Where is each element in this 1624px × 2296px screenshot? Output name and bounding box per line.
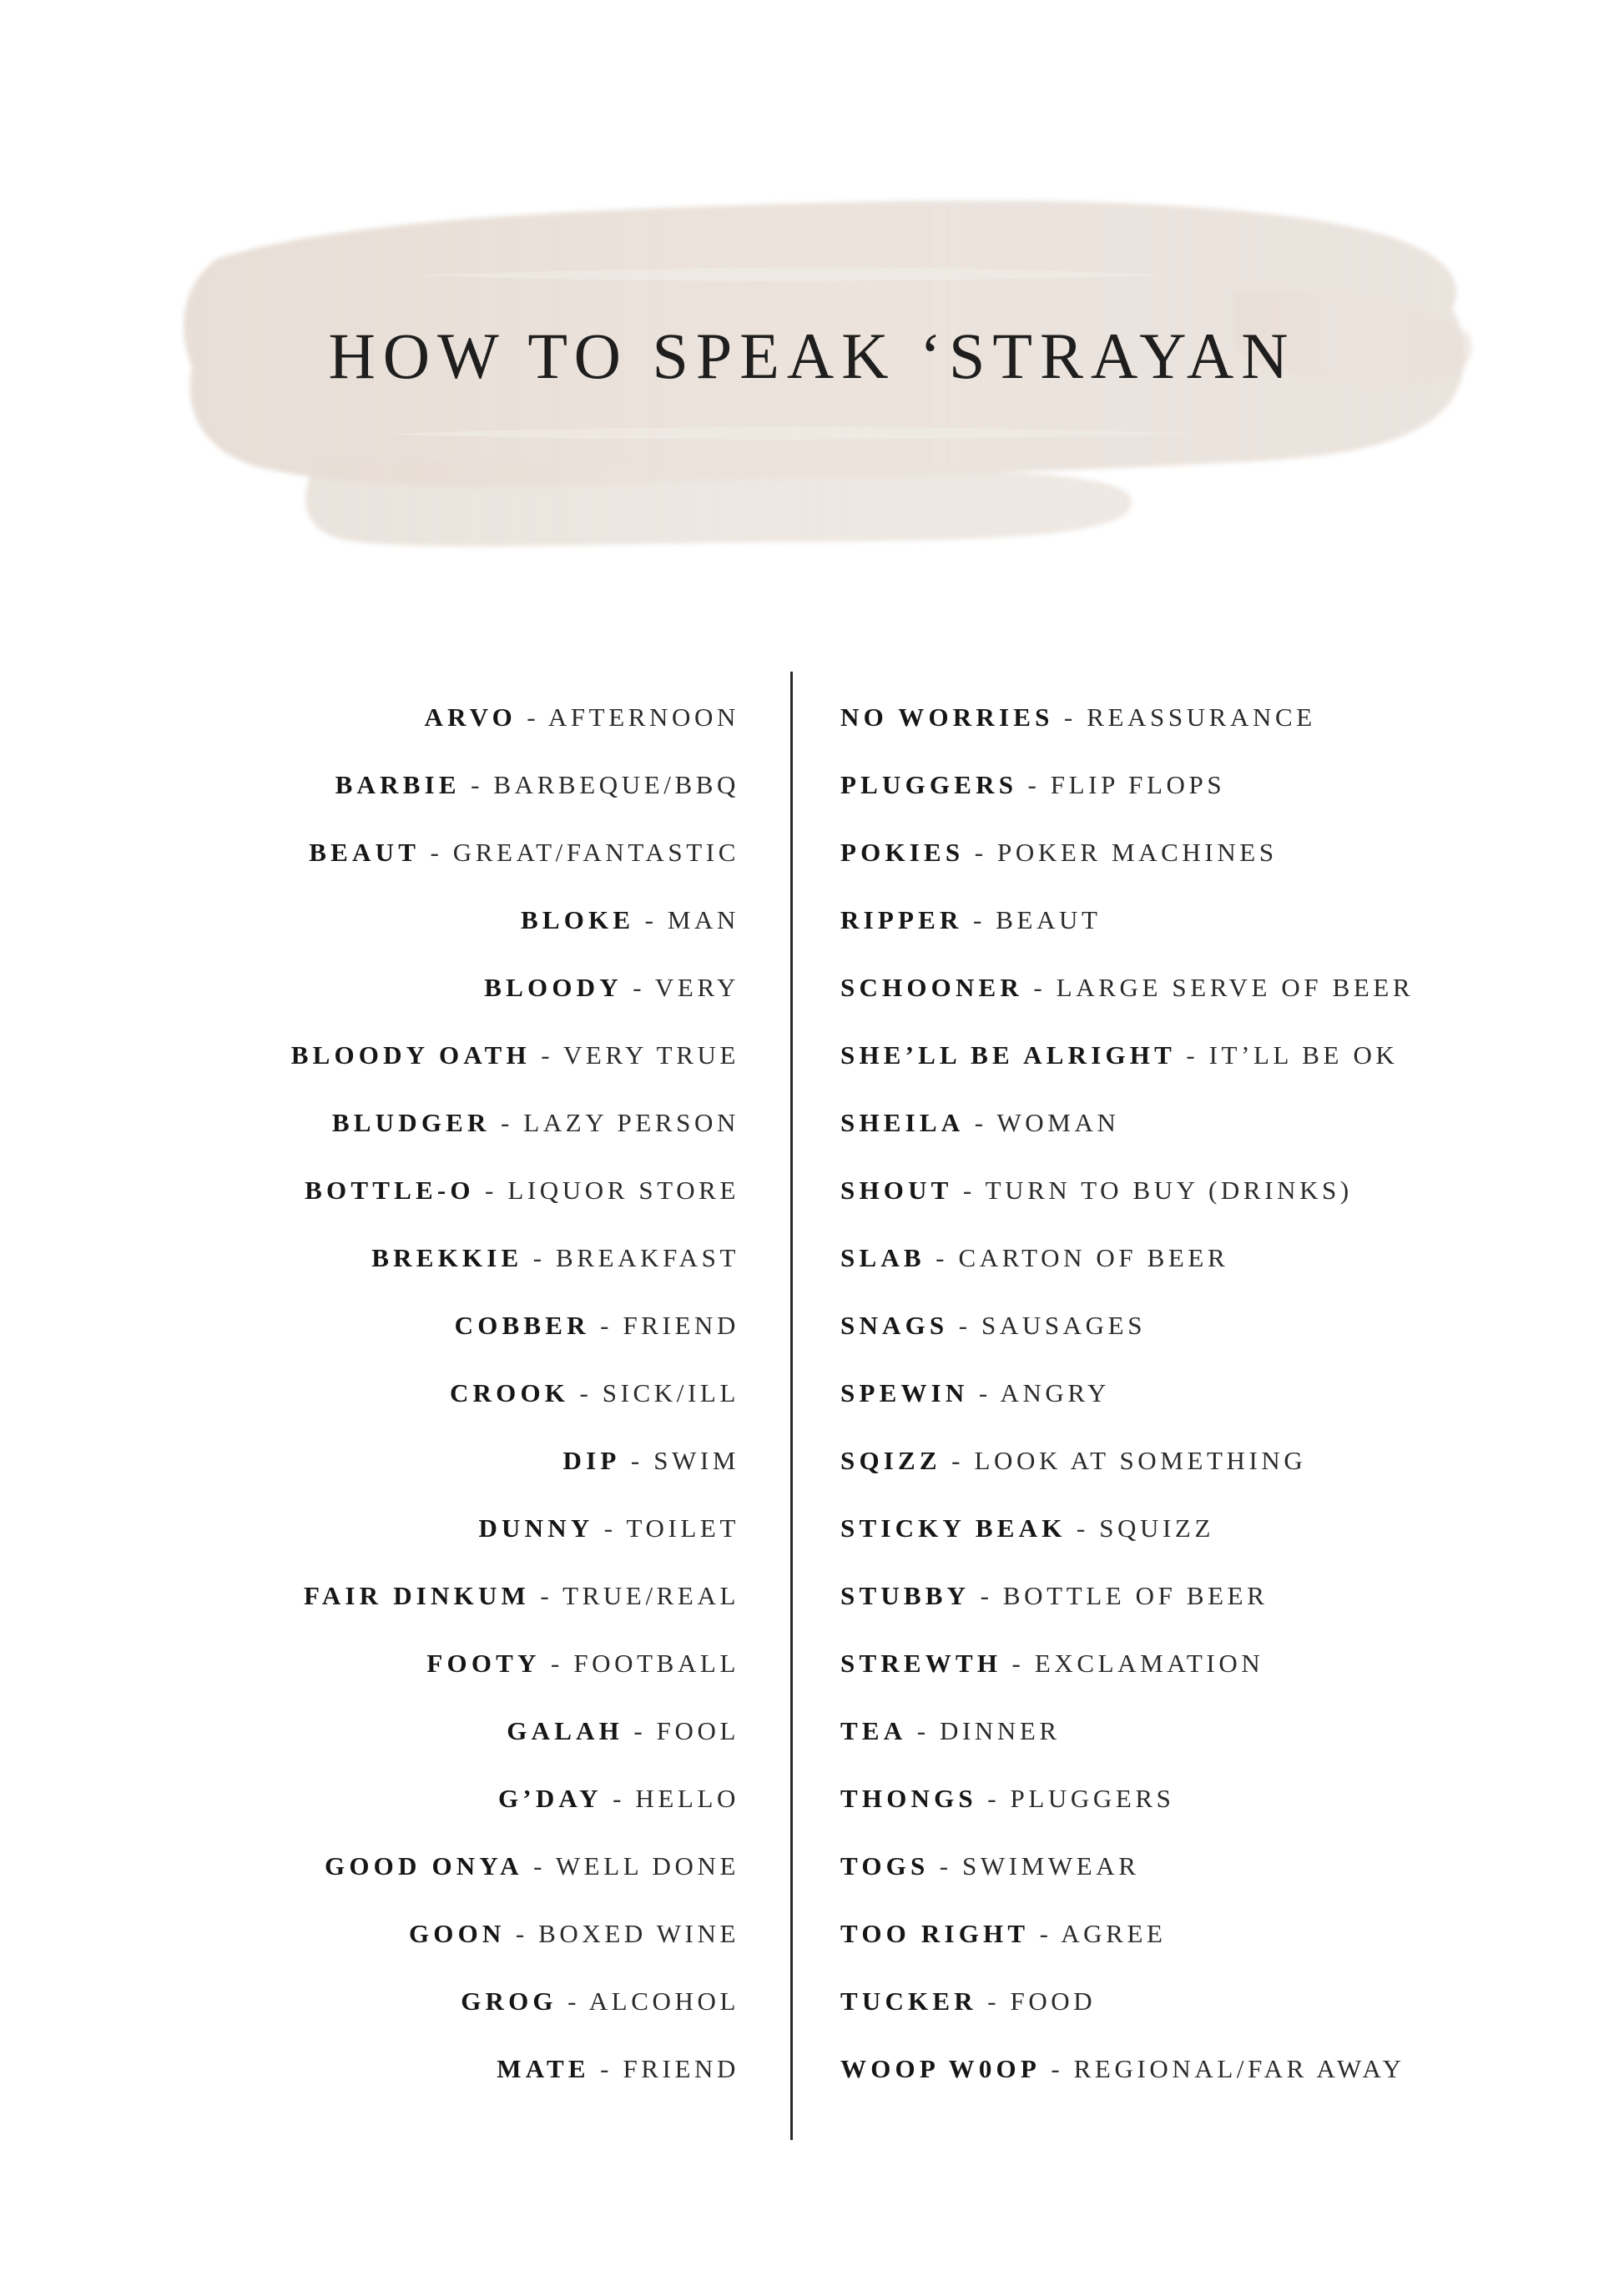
dash-separator: - [916, 1716, 930, 1745]
term-meaning: FOOTBALL [573, 1649, 739, 1678]
term-meaning: WOMAN [996, 1108, 1120, 1137]
dash-separator: - [1027, 770, 1041, 799]
glossary-entry [840, 758, 1591, 826]
slang-term: SNAGS [840, 1311, 949, 1340]
term-meaning: HELLO [635, 1784, 739, 1813]
term-meaning: CARTON OF BEER [958, 1243, 1229, 1272]
left-glossary-column [22, 691, 739, 2110]
dash-separator: - [613, 1784, 626, 1813]
slang-term: TUCKER [840, 1986, 977, 2016]
dash-separator: - [987, 1784, 1001, 1813]
dash-separator: - [471, 770, 484, 799]
term-meaning: SQUIZZ [1099, 1513, 1214, 1543]
term-meaning: IT’LL BE OK [1208, 1040, 1399, 1070]
slang-term: GOON [408, 1919, 506, 1948]
glossary-entry [840, 1569, 1591, 1637]
term-meaning: BREAKFAST [556, 1243, 739, 1272]
dash-separator: - [980, 1581, 993, 1610]
term-meaning: REASSURANCE [1087, 702, 1316, 732]
slang-term: BARBIE [335, 770, 461, 799]
glossary-entry [22, 1367, 739, 1434]
slang-term: STUBBY [840, 1581, 971, 1610]
dash-separator: - [972, 905, 986, 934]
slang-term: GALAH [507, 1716, 623, 1745]
term-meaning: ALCOHOL [588, 1986, 739, 2016]
term-meaning: BOXED WINE [538, 1919, 739, 1948]
glossary-entry [840, 1299, 1591, 1367]
term-meaning: ANGRY [1000, 1378, 1110, 1407]
slang-term: BOTTLE-O [305, 1176, 475, 1205]
term-meaning: DINNER [940, 1716, 1061, 1745]
term-meaning: REGIONAL/FAR AWAY [1073, 2054, 1405, 2083]
term-meaning: TRUE/REAL [562, 1581, 739, 1610]
term-meaning: BOTTLE OF BEER [1002, 1581, 1268, 1610]
term-meaning: SWIMWEAR [962, 1851, 1140, 1881]
glossary-entry [840, 1772, 1591, 1840]
term-meaning: LIQUOR STORE [507, 1176, 739, 1205]
dash-separator: - [430, 838, 443, 867]
slang-term: BLOKE [520, 905, 635, 934]
glossary-entry [22, 1502, 739, 1569]
slang-term: GOOD ONYA [325, 1851, 523, 1881]
slang-term: THONGS [840, 1784, 977, 1813]
term-meaning: MAN [667, 905, 739, 934]
column-divider [790, 672, 793, 2140]
glossary-entry [22, 1704, 739, 1772]
glossary-entry [22, 1975, 739, 2042]
term-meaning: AGREE [1061, 1919, 1167, 1948]
term-meaning: FRIEND [623, 1311, 739, 1340]
dash-separator: - [600, 2054, 613, 2083]
slang-term: DIP [562, 1446, 621, 1475]
term-meaning: LAZY PERSON [523, 1108, 739, 1137]
term-meaning: LARGE SERVE OF BEER [1056, 973, 1415, 1002]
term-meaning: TURN TO BUY (DRINKS) [985, 1176, 1353, 1205]
dash-separator: - [958, 1311, 971, 1340]
glossary-entry [22, 1029, 739, 1096]
slang-term: SLAB [840, 1243, 925, 1272]
term-meaning: AFTERNOON [547, 702, 739, 732]
slang-term: SQIZZ [840, 1446, 941, 1475]
header [0, 0, 1624, 601]
glossary-entry [840, 1367, 1591, 1434]
glossary-entry [840, 1502, 1591, 1569]
slang-term: STREWTH [840, 1649, 1002, 1678]
glossary-entry [840, 1975, 1591, 2042]
slang-term: SCHOONER [840, 973, 1024, 1002]
term-meaning: WELL DONE [555, 1851, 739, 1881]
slang-term: ARVO [424, 702, 517, 732]
dash-separator: - [633, 1716, 647, 1745]
dash-separator: - [978, 1378, 991, 1407]
glossary-entry [22, 1772, 739, 1840]
slang-term: FAIR DINKUM [303, 1581, 531, 1610]
term-meaning: SWIM [653, 1446, 739, 1475]
dash-separator: - [1063, 702, 1077, 732]
glossary-entry [840, 1231, 1591, 1299]
glossary-entry [22, 1231, 739, 1299]
dash-separator: - [974, 1108, 987, 1137]
term-meaning: TOILET [626, 1513, 739, 1543]
glossary-entry [22, 1096, 739, 1164]
term-meaning: VERY [654, 973, 739, 1002]
dash-separator: - [630, 1446, 643, 1475]
glossary-entry [840, 826, 1591, 894]
term-meaning: SAUSAGES [981, 1311, 1147, 1340]
slang-term: POKIES [840, 838, 965, 867]
dash-separator: - [939, 1851, 952, 1881]
term-meaning: FRIEND [623, 2054, 739, 2083]
dash-separator: - [500, 1108, 513, 1137]
dash-separator: - [1033, 973, 1047, 1002]
dash-separator: - [540, 1581, 553, 1610]
glossary-entry [22, 894, 739, 961]
glossary-entry [840, 1840, 1591, 1907]
slang-term: SHE’LL BE ALRIGHT [840, 1040, 1176, 1070]
slang-term: PLUGGERS [840, 770, 1018, 799]
term-meaning: FOOD [1010, 1986, 1097, 2016]
slang-term: WOOP W0OP [840, 2054, 1041, 2083]
slang-term: SHEILA [840, 1108, 965, 1137]
dash-separator: - [936, 1243, 949, 1272]
term-meaning: LOOK AT SOMETHING [974, 1446, 1307, 1475]
term-meaning: POKER MACHINES [997, 838, 1278, 867]
dash-separator: - [1051, 2054, 1064, 2083]
glossary-entry [22, 1434, 739, 1502]
term-meaning: GREAT/FANTASTIC [452, 838, 739, 867]
dash-separator: - [567, 1986, 581, 2016]
term-meaning: BARBEQUE/BBQ [493, 770, 739, 799]
dash-separator: - [603, 1513, 617, 1543]
glossary-entry [22, 961, 739, 1029]
slang-term: SPEWIN [840, 1378, 969, 1407]
glossary-entry [840, 1637, 1591, 1704]
slang-term: DUNNY [478, 1513, 594, 1543]
term-meaning: BEAUT [996, 905, 1102, 934]
dash-separator: - [1039, 1919, 1052, 1948]
dash-separator: - [579, 1378, 593, 1407]
dash-separator: - [962, 1176, 976, 1205]
slang-term: STICKY BEAK [840, 1513, 1067, 1543]
glossary-entry [840, 1907, 1591, 1975]
dash-separator: - [987, 1986, 1001, 2016]
slang-term: CROOK [449, 1378, 570, 1407]
glossary-entry [22, 758, 739, 826]
glossary-entry [22, 1164, 739, 1231]
glossary-entry [22, 691, 739, 758]
slang-term: COBBER [454, 1311, 590, 1340]
glossary-entry [840, 1164, 1591, 1231]
slang-term: G’DAY [497, 1784, 603, 1813]
dash-separator: - [1076, 1513, 1089, 1543]
dash-separator: - [532, 1243, 546, 1272]
slang-term: BEAUT [309, 838, 421, 867]
slang-term: TOO RIGHT [840, 1919, 1030, 1948]
glossary-entry [840, 1096, 1591, 1164]
glossary-entry [22, 2042, 739, 2110]
slang-term: MATE [497, 2054, 590, 2083]
dash-separator: - [1011, 1649, 1025, 1678]
dash-separator: - [951, 1446, 965, 1475]
page-title: HOW TO SPEAK ‘STRAYAN [328, 320, 1296, 392]
dash-separator: - [644, 905, 658, 934]
glossary-entry [22, 1840, 739, 1907]
slang-term: BREKKIE [371, 1243, 523, 1272]
slang-term: BLOODY [484, 973, 623, 1002]
slang-term: GROG [461, 1986, 557, 2016]
dash-separator: - [551, 1649, 563, 1678]
glossary-entry [22, 1299, 739, 1367]
glossary-entry [840, 1434, 1591, 1502]
slang-term: BLUDGER [331, 1108, 491, 1137]
dash-separator: - [974, 838, 987, 867]
term-meaning: VERY TRUE [562, 1040, 739, 1070]
dash-separator: - [527, 702, 540, 732]
glossary-entry [22, 1907, 739, 1975]
glossary-entry [22, 1637, 739, 1704]
glossary-entry [840, 894, 1591, 961]
glossary-entry [840, 961, 1591, 1029]
slang-term: SHOUT [840, 1176, 953, 1205]
slang-term: NO WORRIES [840, 702, 1054, 732]
term-meaning: FOOL [656, 1716, 739, 1745]
glossary-entry [22, 1569, 739, 1637]
dash-separator: - [633, 973, 646, 1002]
glossary-entry [22, 826, 739, 894]
slang-term: TOGS [840, 1851, 930, 1881]
slang-term: FOOTY [426, 1649, 541, 1678]
slang-term: RIPPER [840, 905, 963, 934]
right-glossary-column [840, 691, 1591, 2110]
glossary-entry [840, 1704, 1591, 1772]
glossary-entry [840, 1029, 1591, 1096]
glossary-entry [840, 691, 1591, 758]
term-meaning: SICK/ILL [602, 1378, 739, 1407]
dash-separator: - [533, 1851, 547, 1881]
glossary-entry [840, 2042, 1591, 2110]
slang-term: BLOODY OATH [290, 1040, 531, 1070]
dash-separator: - [600, 1311, 613, 1340]
term-meaning: FLIP FLOPS [1050, 770, 1226, 799]
dash-separator: - [541, 1040, 554, 1070]
term-meaning: EXCLAMATION [1034, 1649, 1264, 1678]
dash-separator: - [515, 1919, 528, 1948]
term-meaning: PLUGGERS [1010, 1784, 1175, 1813]
dash-separator: - [1186, 1040, 1199, 1070]
dash-separator: - [485, 1176, 497, 1205]
slang-term: TEA [840, 1716, 907, 1745]
